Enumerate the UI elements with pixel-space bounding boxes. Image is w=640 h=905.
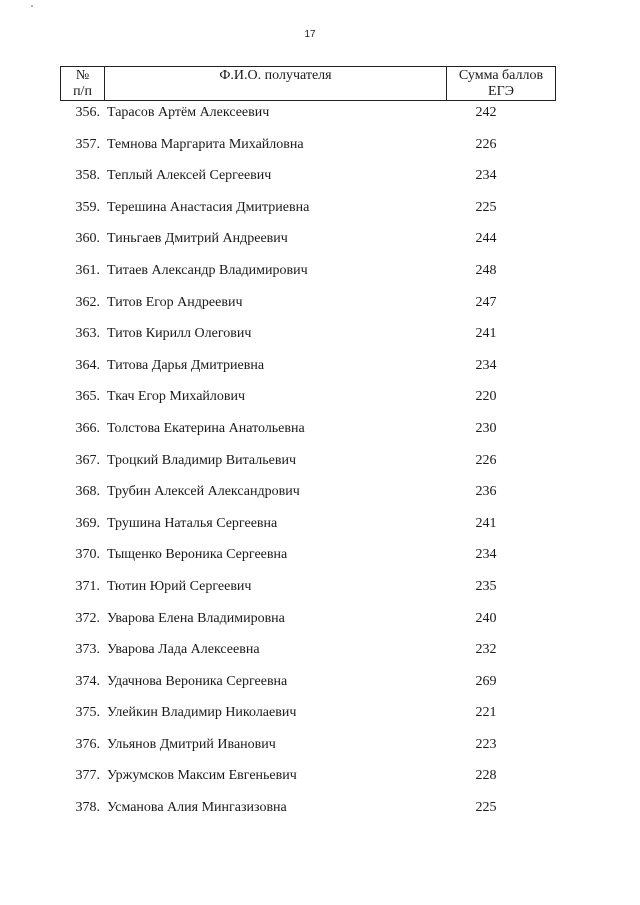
exam-score: 269 [475, 673, 497, 689]
exam-score: 247 [475, 294, 497, 310]
table-row [0, 196, 640, 228]
recipient-name: Титаев Александр Владимирович [107, 262, 308, 278]
table-row [0, 449, 640, 481]
row-number: 372. [75, 610, 100, 626]
table-row [0, 385, 640, 417]
table-row [0, 543, 640, 575]
row-number: 362. [75, 294, 100, 310]
recipient-name: Титов Кирилл Олегович [107, 326, 252, 342]
recipient-name: Ульянов Дмитрий Иванович [107, 736, 276, 752]
exam-score: 221 [475, 705, 497, 721]
recipient-name: Титов Егор Андреевич [107, 294, 243, 310]
row-number: 357. [75, 136, 100, 152]
recipient-name: Тарасов Артём Алексеевич [107, 105, 270, 120]
recipient-name: Ткач Егор Михайлович [107, 389, 246, 405]
recipient-name: Толстова Екатерина Анатольевна [107, 420, 305, 436]
exam-score: 225 [475, 199, 497, 215]
table-row [0, 638, 640, 670]
header-number-line1: № [75, 67, 90, 83]
row-number: 377. [75, 768, 100, 784]
row-number: 367. [75, 452, 100, 468]
table-row [0, 133, 640, 165]
row-number: 374. [75, 673, 100, 689]
row-number: 359. [75, 199, 100, 215]
recipient-name: Тыщенко Вероника Сергеевна [107, 547, 288, 563]
table-row [0, 701, 640, 733]
exam-score: 220 [475, 389, 497, 405]
exam-score: 248 [475, 262, 497, 278]
row-number: 365. [75, 389, 100, 405]
recipient-name: Титова Дарья Дмитриевна [107, 357, 265, 373]
row-number: 371. [75, 578, 100, 594]
header-score-line1: Сумма баллов [458, 67, 544, 83]
table-row [0, 575, 640, 607]
table-row [0, 733, 640, 765]
recipient-name: Тютин Юрий Сергеевич [107, 578, 252, 594]
recipient-name: Уварова Лада Алексеевна [107, 642, 260, 658]
header-number-line2: п/п [73, 83, 92, 99]
exam-score: 234 [475, 357, 497, 373]
row-number: 368. [75, 484, 100, 500]
exam-score: 225 [475, 800, 497, 816]
table-row [0, 417, 640, 449]
row-number: 378. [75, 800, 100, 816]
row-number: 370. [75, 547, 100, 563]
exam-score: 234 [475, 168, 497, 184]
row-number: 376. [75, 736, 100, 752]
exam-score: 240 [475, 610, 497, 626]
exam-score: 241 [475, 515, 497, 531]
scan-speck [31, 5, 33, 7]
row-number: 375. [75, 705, 100, 721]
recipient-name: Улейкин Владимир Николаевич [107, 705, 297, 721]
row-number: 364. [75, 357, 100, 373]
table-row [0, 322, 640, 354]
recipient-name: Усманова Алия Мингазизовна [107, 800, 287, 816]
table-row [0, 164, 640, 196]
recipient-name: Уварова Елена Владимировна [107, 610, 285, 626]
header-number-cell [61, 67, 105, 100]
header-name-cell [105, 67, 447, 100]
header-score-cell [447, 67, 555, 100]
exam-score: 242 [475, 105, 497, 120]
row-number: 363. [75, 326, 100, 342]
table-row [0, 354, 640, 386]
row-number: 369. [75, 515, 100, 531]
exam-score: 226 [475, 136, 497, 152]
exam-score: 236 [475, 484, 497, 500]
recipient-name: Удачнова Вероника Сергеевна [107, 673, 288, 689]
exam-score: 230 [475, 420, 497, 436]
recipient-name: Теплый Алексей Сергеевич [107, 168, 272, 184]
exam-score: 234 [475, 547, 497, 563]
table-header [60, 66, 556, 101]
recipient-name: Уржумсков Максим Евгеньевич [107, 768, 297, 784]
table-row [0, 291, 640, 323]
exam-score: 223 [475, 736, 497, 752]
header-name: Ф.И.О. получателя [219, 68, 332, 83]
row-number: 358. [75, 168, 100, 184]
table-row [0, 259, 640, 291]
row-number: 356. [75, 105, 100, 120]
row-number: 366. [75, 420, 100, 436]
page-number: 17 [304, 29, 316, 40]
recipient-name: Трушина Наталья Сергеевна [107, 515, 278, 531]
recipient-name: Тиньгаев Дмитрий Андреевич [107, 231, 288, 247]
table-row [0, 512, 640, 544]
table-row [0, 101, 640, 133]
table-row [0, 670, 640, 702]
exam-score: 228 [475, 768, 497, 784]
recipient-name: Троцкий Владимир Витальевич [107, 452, 296, 468]
row-number: 360. [75, 231, 100, 247]
row-number: 373. [75, 642, 100, 658]
table-row [0, 480, 640, 512]
row-number: 361. [75, 262, 100, 278]
table-row [0, 607, 640, 639]
exam-score: 244 [475, 231, 497, 247]
exam-score: 226 [475, 452, 497, 468]
table-row [0, 764, 640, 796]
recipients-list [0, 101, 640, 828]
table-row [0, 796, 640, 828]
table-row [0, 227, 640, 259]
recipient-name: Трубин Алексей Александрович [107, 484, 300, 500]
exam-score: 232 [475, 642, 497, 658]
recipient-name: Темнова Маргарита Михайловна [107, 136, 304, 152]
exam-score: 241 [475, 326, 497, 342]
header-score-line2: ЕГЭ [488, 83, 514, 99]
exam-score: 235 [475, 578, 497, 594]
recipient-name: Терешина Анастасия Дмитриевна [107, 199, 310, 215]
